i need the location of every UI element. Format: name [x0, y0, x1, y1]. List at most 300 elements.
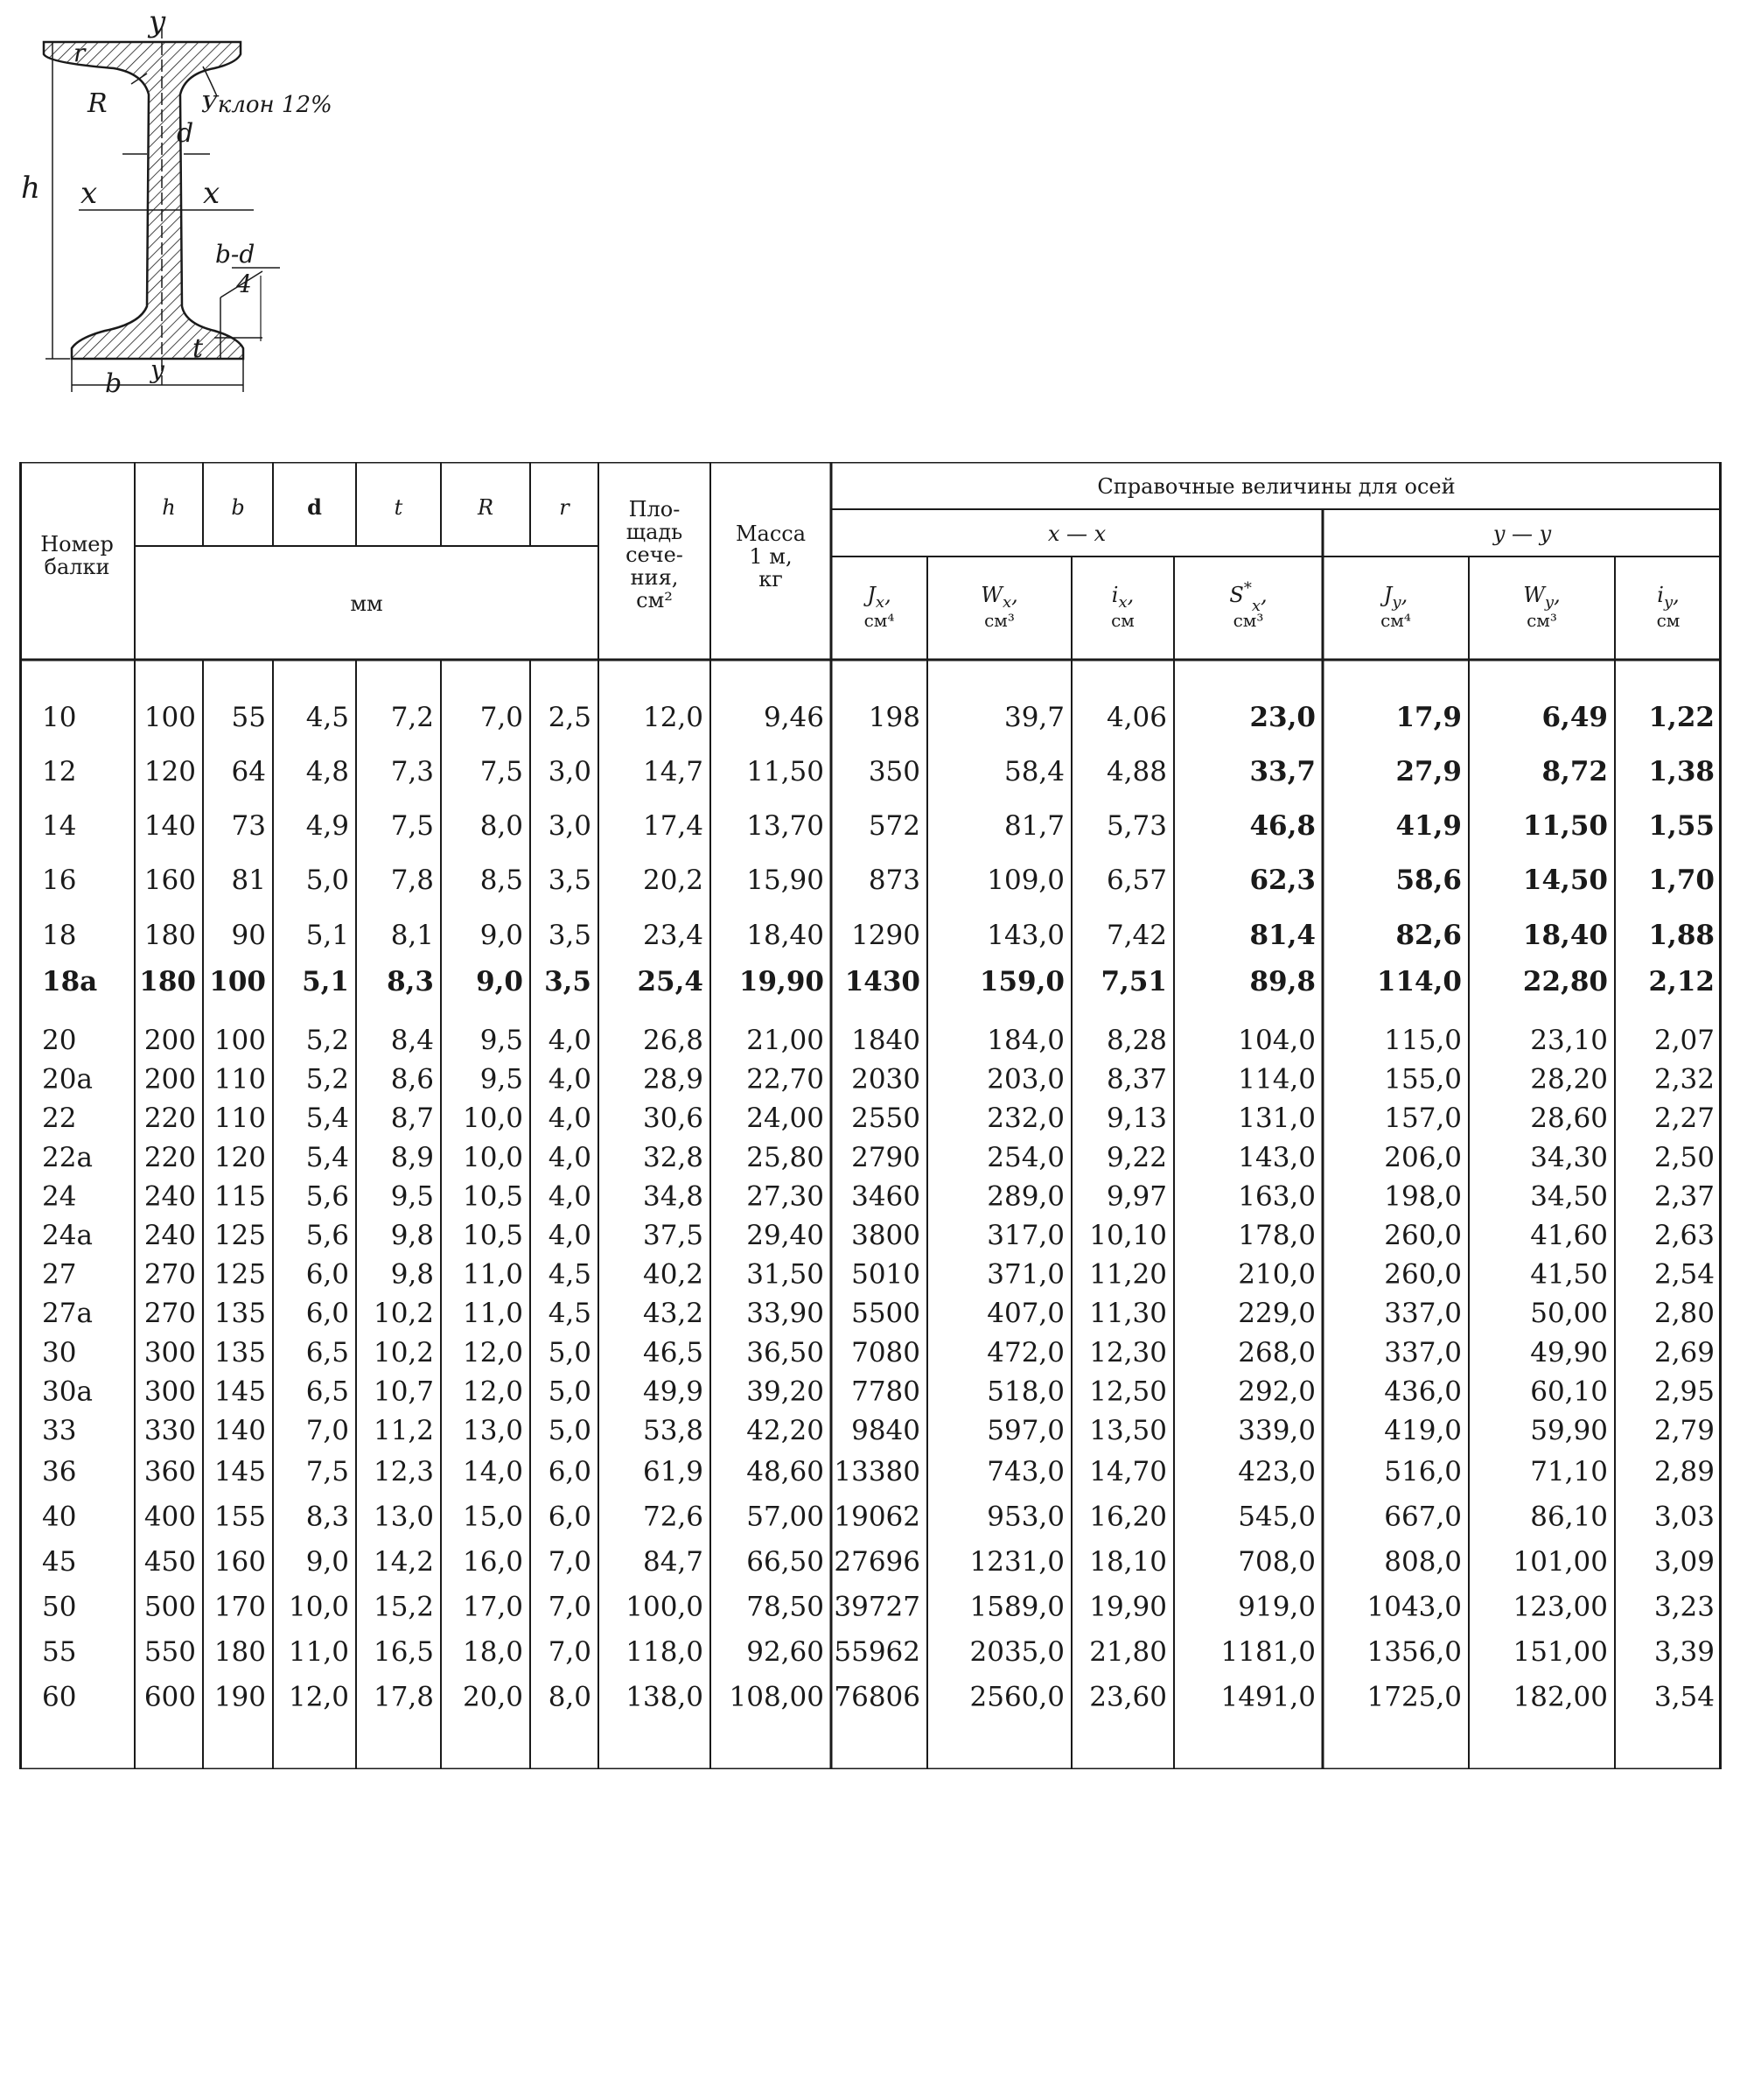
table-cell: 2560,0	[969, 1681, 1065, 1713]
table-cell: 3800	[851, 1220, 920, 1251]
table-cell: 2,69	[1653, 1336, 1715, 1368]
table-cell: 64	[231, 756, 266, 788]
table-cell: 8,0	[548, 1681, 591, 1713]
header-dim-t: t	[394, 495, 403, 520]
header-ref-col-7: $i_y$,	[1657, 583, 1680, 612]
table-cell: 400	[143, 1501, 196, 1533]
table-cell: 109,0	[987, 864, 1065, 896]
table-cell: 60	[42, 1681, 77, 1713]
table-cell: 60,10	[1530, 1376, 1608, 1408]
header-ref-col-3: $i_x$,	[1111, 583, 1135, 612]
table-cell: 5,0	[548, 1415, 591, 1446]
table-cell: 61,9	[642, 1456, 703, 1488]
table-cell: 19062	[834, 1501, 920, 1533]
table-cell: 24	[42, 1180, 77, 1213]
table-cell: 100	[209, 966, 266, 998]
table-cell: 550	[143, 1636, 196, 1668]
table-cell: 1725,0	[1366, 1681, 1462, 1713]
table-cell: 545,0	[1238, 1501, 1316, 1533]
table-cell: 516,0	[1384, 1456, 1462, 1488]
table-cell: 10,0	[288, 1591, 349, 1623]
table-row	[42, 1546, 1715, 1578]
table-cell: 9,8	[390, 1220, 434, 1251]
table-cell: 198	[868, 702, 920, 733]
table-cell: 50,00	[1530, 1298, 1608, 1330]
table-cell: 143,0	[987, 920, 1065, 951]
table-cell: 115,0	[1384, 1025, 1462, 1056]
table-cell: 1181,0	[1220, 1636, 1316, 1668]
table-cell: 57,00	[746, 1501, 824, 1533]
table-cell: 5,1	[305, 920, 349, 951]
header-number-line-2: балки	[44, 555, 110, 579]
table-cell: 36	[42, 1456, 77, 1488]
table-cell: 27а	[42, 1298, 93, 1330]
table-cell: 18а	[42, 966, 98, 998]
table-cell: 3,5	[544, 966, 591, 998]
header-ref-unit-1: см⁴	[863, 610, 895, 631]
table-body	[42, 702, 1715, 1713]
table-cell: 2,5	[548, 702, 591, 733]
table-cell: 7,5	[479, 756, 523, 788]
table-cell: 14,70	[1089, 1456, 1167, 1488]
table-cell: 220	[143, 1141, 196, 1173]
table-cell: 11,50	[746, 756, 824, 788]
table-cell: 18	[42, 920, 77, 951]
table-cell: 18,40	[746, 920, 824, 951]
table-cell: 7080	[851, 1336, 920, 1368]
table-cell: 160	[143, 864, 196, 896]
table-cell: 12,0	[462, 1376, 523, 1408]
table-cell: 72,6	[642, 1501, 703, 1533]
table-cell: 9,46	[763, 702, 824, 733]
table-cell: 104,0	[1238, 1025, 1316, 1056]
header-dim-d: d	[307, 494, 322, 520]
table-cell: 23,10	[1530, 1025, 1608, 1056]
table-cell: 9,5	[479, 1025, 523, 1056]
table-cell: 2,37	[1653, 1180, 1715, 1213]
table-cell: 11,0	[462, 1258, 523, 1291]
label-R: R	[87, 88, 108, 119]
table-cell: 9,0	[476, 966, 523, 998]
table-cell: 8,1	[390, 920, 434, 951]
table-cell: 82,6	[1395, 920, 1462, 951]
table-cell: 28,20	[1530, 1063, 1608, 1096]
table-cell: 14	[42, 810, 77, 842]
table-cell: 5500	[851, 1298, 920, 1330]
table-cell: 3460	[851, 1180, 920, 1213]
table-cell: 11,30	[1089, 1298, 1167, 1330]
table-cell: 5,2	[305, 1025, 349, 1056]
table-cell: 145	[213, 1376, 266, 1408]
table-cell: 8,9	[390, 1141, 434, 1173]
table-cell: 138,0	[625, 1681, 703, 1713]
table-cell: 2,95	[1653, 1376, 1715, 1408]
table-cell: 22	[42, 1102, 77, 1135]
table-row	[42, 1415, 1715, 1446]
table-cell: 472,0	[987, 1336, 1065, 1368]
table-cell: 4,0	[548, 1220, 591, 1251]
table-cell: 268,0	[1238, 1336, 1316, 1368]
table-cell: 58,6	[1395, 864, 1462, 896]
table-cell: 4,06	[1106, 702, 1167, 733]
table-cell: 5,4	[305, 1102, 349, 1135]
table-cell: 4,0	[548, 1102, 591, 1135]
table-cell: 17,8	[373, 1681, 434, 1713]
table-row	[42, 1636, 1715, 1668]
table-row	[42, 1337, 1715, 1368]
table-cell: 5,73	[1106, 810, 1167, 842]
table-cell: 708,0	[1238, 1546, 1316, 1578]
header-mm: мм	[350, 592, 383, 616]
table-cell: 41,60	[1530, 1220, 1608, 1251]
table-cell: 23,60	[1089, 1681, 1167, 1713]
table-cell: 10,2	[373, 1298, 434, 1330]
table-cell: 743,0	[987, 1456, 1065, 1488]
table-cell: 2,54	[1653, 1258, 1715, 1291]
table-cell: 135	[213, 1336, 266, 1368]
table-cell: 40	[42, 1501, 77, 1533]
table-cell: 114,0	[1238, 1063, 1316, 1096]
table-cell: 180	[139, 966, 196, 998]
table-cell: 50	[42, 1591, 77, 1623]
table-cell: 3,09	[1653, 1546, 1715, 1578]
table-cell: 182,00	[1513, 1681, 1608, 1713]
label-y-top: y	[149, 4, 166, 39]
table-cell: 16,5	[373, 1636, 434, 1668]
table-cell: 9,0	[479, 920, 523, 951]
table-cell: 229,0	[1238, 1298, 1316, 1330]
table-cell: 10	[42, 702, 77, 733]
table-cell: 7,3	[390, 756, 434, 788]
table-row	[42, 702, 1715, 733]
header-ref-unit-5: см⁴	[1380, 610, 1411, 631]
table-cell: 14,0	[462, 1456, 523, 1488]
table-row	[42, 1502, 1715, 1533]
table-row	[42, 1456, 1715, 1488]
table-cell: 5,0	[548, 1376, 591, 1408]
table-cell: 4,88	[1106, 756, 1167, 788]
table-cell: 7,0	[479, 702, 523, 733]
table-cell: 8,7	[390, 1102, 434, 1135]
table-cell: 1356,0	[1366, 1636, 1462, 1668]
table-cell: 292,0	[1238, 1376, 1316, 1408]
header-ref-col-1: $J_x$,	[867, 583, 891, 612]
table-cell: 1043,0	[1366, 1591, 1462, 1623]
table-cell: 27	[42, 1258, 77, 1291]
table-cell: 160	[213, 1546, 266, 1578]
table-cell: 2550	[851, 1102, 920, 1135]
table-cell: 84,7	[642, 1546, 703, 1578]
table-cell: 33,90	[746, 1298, 824, 1330]
table-cell: 27696	[834, 1546, 920, 1578]
table-cell: 17,4	[642, 810, 703, 842]
table-cell: 30	[42, 1336, 77, 1368]
table-cell: 71,10	[1530, 1456, 1608, 1488]
table-cell: 135	[213, 1298, 266, 1330]
table-cell: 1589,0	[969, 1591, 1065, 1623]
table-cell: 92,60	[746, 1636, 824, 1668]
table-cell: 6,0	[548, 1501, 591, 1533]
table-cell: 24,00	[746, 1102, 824, 1135]
table-cell: 220	[143, 1102, 196, 1135]
header-ref-col-2: $W_x$,	[981, 583, 1018, 612]
table-cell: 919,0	[1238, 1591, 1316, 1623]
table-cell: 1,22	[1648, 702, 1715, 733]
table-cell: 2,79	[1653, 1415, 1715, 1446]
table-cell: 90	[231, 920, 266, 951]
table-cell: 110	[213, 1102, 266, 1135]
table-cell: 18,40	[1522, 920, 1608, 951]
label-b: b	[105, 368, 122, 399]
table-cell: 15,90	[746, 864, 824, 896]
table-cell: 14,50	[1522, 864, 1608, 896]
table-cell: 25,4	[637, 966, 703, 998]
table-cell: 10,5	[462, 1220, 523, 1251]
table-cell: 518,0	[987, 1376, 1065, 1408]
table-cell: 159,0	[979, 966, 1065, 998]
table-cell: 89,8	[1249, 966, 1316, 998]
table-cell: 7,0	[548, 1636, 591, 1668]
table-cell: 125	[213, 1220, 266, 1251]
table-cell: 9,97	[1106, 1180, 1167, 1213]
table-cell: 19,90	[1089, 1591, 1167, 1623]
table-cell: 8,28	[1106, 1025, 1167, 1056]
table-cell: 34,8	[642, 1180, 703, 1213]
table-row	[42, 1220, 1715, 1251]
table-cell: 1,38	[1648, 756, 1715, 788]
table-cell: 210,0	[1238, 1258, 1316, 1291]
table-row	[42, 1376, 1715, 1407]
header-mass-line-1: Масса	[735, 522, 807, 546]
header-area-line-4: ния,	[630, 565, 679, 590]
table-cell: 6,0	[305, 1258, 349, 1291]
table-cell: 572	[868, 810, 920, 842]
table-cell: 58,4	[1003, 756, 1065, 788]
table-cell: 11,2	[373, 1415, 434, 1446]
table-cell: 115	[213, 1180, 266, 1213]
header-ref-unit-7: см	[1656, 610, 1681, 631]
table-cell: 11,0	[462, 1298, 523, 1330]
table-cell: 170	[213, 1591, 266, 1623]
table-cell: 86,10	[1530, 1501, 1608, 1533]
header-mass-line-2: 1 м,	[749, 544, 793, 569]
table-cell: 7,2	[390, 702, 434, 733]
table-cell: 48,60	[746, 1456, 824, 1488]
header-axis-x: x — x	[1047, 522, 1107, 546]
table-cell: 7,5	[305, 1456, 349, 1488]
table-cell: 20	[42, 1025, 77, 1056]
table-cell: 66,50	[746, 1546, 824, 1578]
table-cell: 12,0	[462, 1336, 523, 1368]
table-cell: 17,9	[1395, 702, 1462, 733]
label-x-right: x	[203, 176, 220, 211]
table-cell: 4,5	[548, 1298, 591, 1330]
table-row	[42, 810, 1715, 842]
table-cell: 12,50	[1089, 1376, 1167, 1408]
table-row	[42, 1180, 1715, 1212]
table-cell: 29,40	[746, 1220, 824, 1251]
table-cell: 2,27	[1653, 1102, 1715, 1135]
table-cell: 8,72	[1541, 756, 1608, 788]
table-cell: 317,0	[987, 1220, 1065, 1251]
table-cell: 10,0	[462, 1141, 523, 1173]
table-cell: 26,8	[642, 1025, 703, 1056]
table-cell: 500	[143, 1591, 196, 1623]
table-cell: 6,57	[1106, 864, 1167, 896]
table-cell: 22а	[42, 1141, 93, 1173]
table-cell: 4,0	[548, 1063, 591, 1096]
table-cell: 4,5	[305, 702, 349, 733]
table-cell: 9,22	[1106, 1141, 1167, 1173]
table-cell: 27,9	[1395, 756, 1462, 788]
table-cell: 3,03	[1653, 1501, 1715, 1533]
table-cell: 108,00	[729, 1681, 824, 1713]
label-d: d	[177, 118, 194, 149]
table-cell: 6,0	[305, 1298, 349, 1330]
table-cell: 55962	[834, 1636, 920, 1668]
table-cell: 3,0	[548, 810, 591, 842]
table-cell: 9,8	[390, 1258, 434, 1291]
table-row	[42, 1259, 1715, 1291]
table-cell: 254,0	[987, 1141, 1065, 1173]
table-cell: 16	[42, 864, 77, 896]
table-cell: 25,80	[746, 1141, 824, 1173]
table-cell: 337,0	[1384, 1336, 1462, 1368]
table-cell: 23,0	[1249, 702, 1316, 733]
table-row	[42, 920, 1715, 951]
table-cell: 597,0	[987, 1415, 1065, 1446]
table-cell: 19,90	[738, 966, 824, 998]
table-cell: 62,3	[1249, 864, 1316, 896]
table-cell: 10,7	[373, 1376, 434, 1408]
table-cell: 4,0	[548, 1180, 591, 1213]
table-cell: 12,0	[642, 702, 703, 733]
table-row	[42, 1592, 1715, 1623]
table-cell: 20,0	[462, 1681, 523, 1713]
table-cell: 270	[143, 1298, 196, 1330]
table-cell: 450	[143, 1546, 196, 1578]
table-cell: 6,0	[548, 1456, 591, 1488]
table-cell: 81,7	[1003, 810, 1065, 842]
table-cell: 30а	[42, 1376, 93, 1408]
table-header	[40, 474, 1680, 631]
table-cell: 59,90	[1530, 1415, 1608, 1446]
table-cell: 12,0	[288, 1681, 349, 1713]
table-cell: 2790	[851, 1141, 920, 1173]
table-cell: 151,00	[1513, 1636, 1608, 1668]
table-row	[42, 966, 1715, 998]
table-cell: 1231,0	[969, 1546, 1065, 1578]
table-cell: 240	[143, 1180, 196, 1213]
table-cell: 200	[143, 1063, 196, 1096]
table-cell: 40,2	[642, 1258, 703, 1291]
header-area-line-2: щадь	[625, 520, 683, 544]
table-cell: 4,0	[548, 1025, 591, 1056]
table-cell: 123,00	[1513, 1591, 1608, 1623]
table-cell: 100	[143, 702, 196, 733]
table-cell: 21,00	[746, 1025, 824, 1056]
table-cell: 39727	[834, 1591, 920, 1623]
header-dim-h: h	[162, 495, 176, 520]
table-row	[42, 1682, 1715, 1713]
table-cell: 45	[42, 1546, 77, 1578]
header-ref-col-4: $S^*_x$,	[1229, 579, 1268, 615]
table-cell: 120	[213, 1141, 266, 1173]
table-cell: 43,2	[642, 1298, 703, 1330]
table-cell: 203,0	[987, 1063, 1065, 1096]
table-cell: 49,9	[642, 1376, 703, 1408]
table-cell: 260,0	[1384, 1258, 1462, 1291]
table-cell: 81,4	[1249, 920, 1316, 951]
label-x-left: x	[80, 176, 98, 211]
table-cell: 34,30	[1530, 1141, 1608, 1173]
table-cell: 178,0	[1238, 1220, 1316, 1251]
table-cell: 7,0	[548, 1591, 591, 1623]
table-row	[42, 864, 1715, 896]
label-tick-num: b-d	[215, 240, 255, 269]
table-cell: 15,0	[462, 1501, 523, 1533]
table-cell: 39,20	[746, 1376, 824, 1408]
table-cell: 184,0	[987, 1025, 1065, 1056]
table-cell: 131,0	[1238, 1102, 1316, 1135]
table-cell: 419,0	[1384, 1415, 1462, 1446]
table-cell: 30,6	[642, 1102, 703, 1135]
table-cell: 28,60	[1530, 1102, 1608, 1135]
table-cell: 8,4	[390, 1025, 434, 1056]
table-cell: 10,2	[373, 1336, 434, 1368]
table-cell: 4,8	[305, 756, 349, 788]
table-cell: 37,5	[642, 1220, 703, 1251]
table-cell: 4,9	[305, 810, 349, 842]
table-cell: 270	[143, 1258, 196, 1291]
table-cell: 42,20	[746, 1415, 824, 1446]
table-cell: 13,50	[1089, 1415, 1167, 1446]
table-cell: 163,0	[1238, 1180, 1316, 1213]
table-cell: 7780	[851, 1376, 920, 1408]
table-cell: 76806	[834, 1681, 920, 1713]
table-cell: 5010	[851, 1258, 920, 1291]
table-cell: 6,5	[305, 1376, 349, 1408]
table-cell: 2,07	[1653, 1025, 1715, 1056]
table-cell: 27,30	[746, 1180, 824, 1213]
table-cell: 12,3	[373, 1456, 434, 1488]
table-cell: 7,0	[305, 1415, 349, 1446]
table-cell: 31,50	[746, 1258, 824, 1291]
label-t: t	[192, 333, 204, 364]
table-cell: 32,8	[642, 1141, 703, 1173]
table-cell: 140	[213, 1415, 266, 1446]
table-cell: 34,50	[1530, 1180, 1608, 1213]
table-cell: 8,5	[479, 864, 523, 896]
table-cell: 81	[231, 864, 266, 896]
table-cell: 33,7	[1249, 756, 1316, 788]
table-cell: 78,50	[746, 1591, 824, 1623]
table-cell: 180	[143, 920, 196, 951]
table-cell: 46,5	[642, 1336, 703, 1368]
table-cell: 7,0	[548, 1546, 591, 1578]
table-cell: 110	[213, 1063, 266, 1096]
table-cell: 423,0	[1238, 1456, 1316, 1488]
header-area-line-5: см²	[636, 588, 673, 612]
table-cell: 36,50	[746, 1336, 824, 1368]
table-cell: 3,5	[548, 920, 591, 951]
table-cell: 3,0	[548, 756, 591, 788]
table-cell: 15,2	[373, 1591, 434, 1623]
table-cell: 1,70	[1648, 864, 1715, 896]
table-cell: 2,32	[1653, 1063, 1715, 1096]
table-cell: 3,39	[1653, 1636, 1715, 1668]
table-cell: 4,5	[548, 1258, 591, 1291]
